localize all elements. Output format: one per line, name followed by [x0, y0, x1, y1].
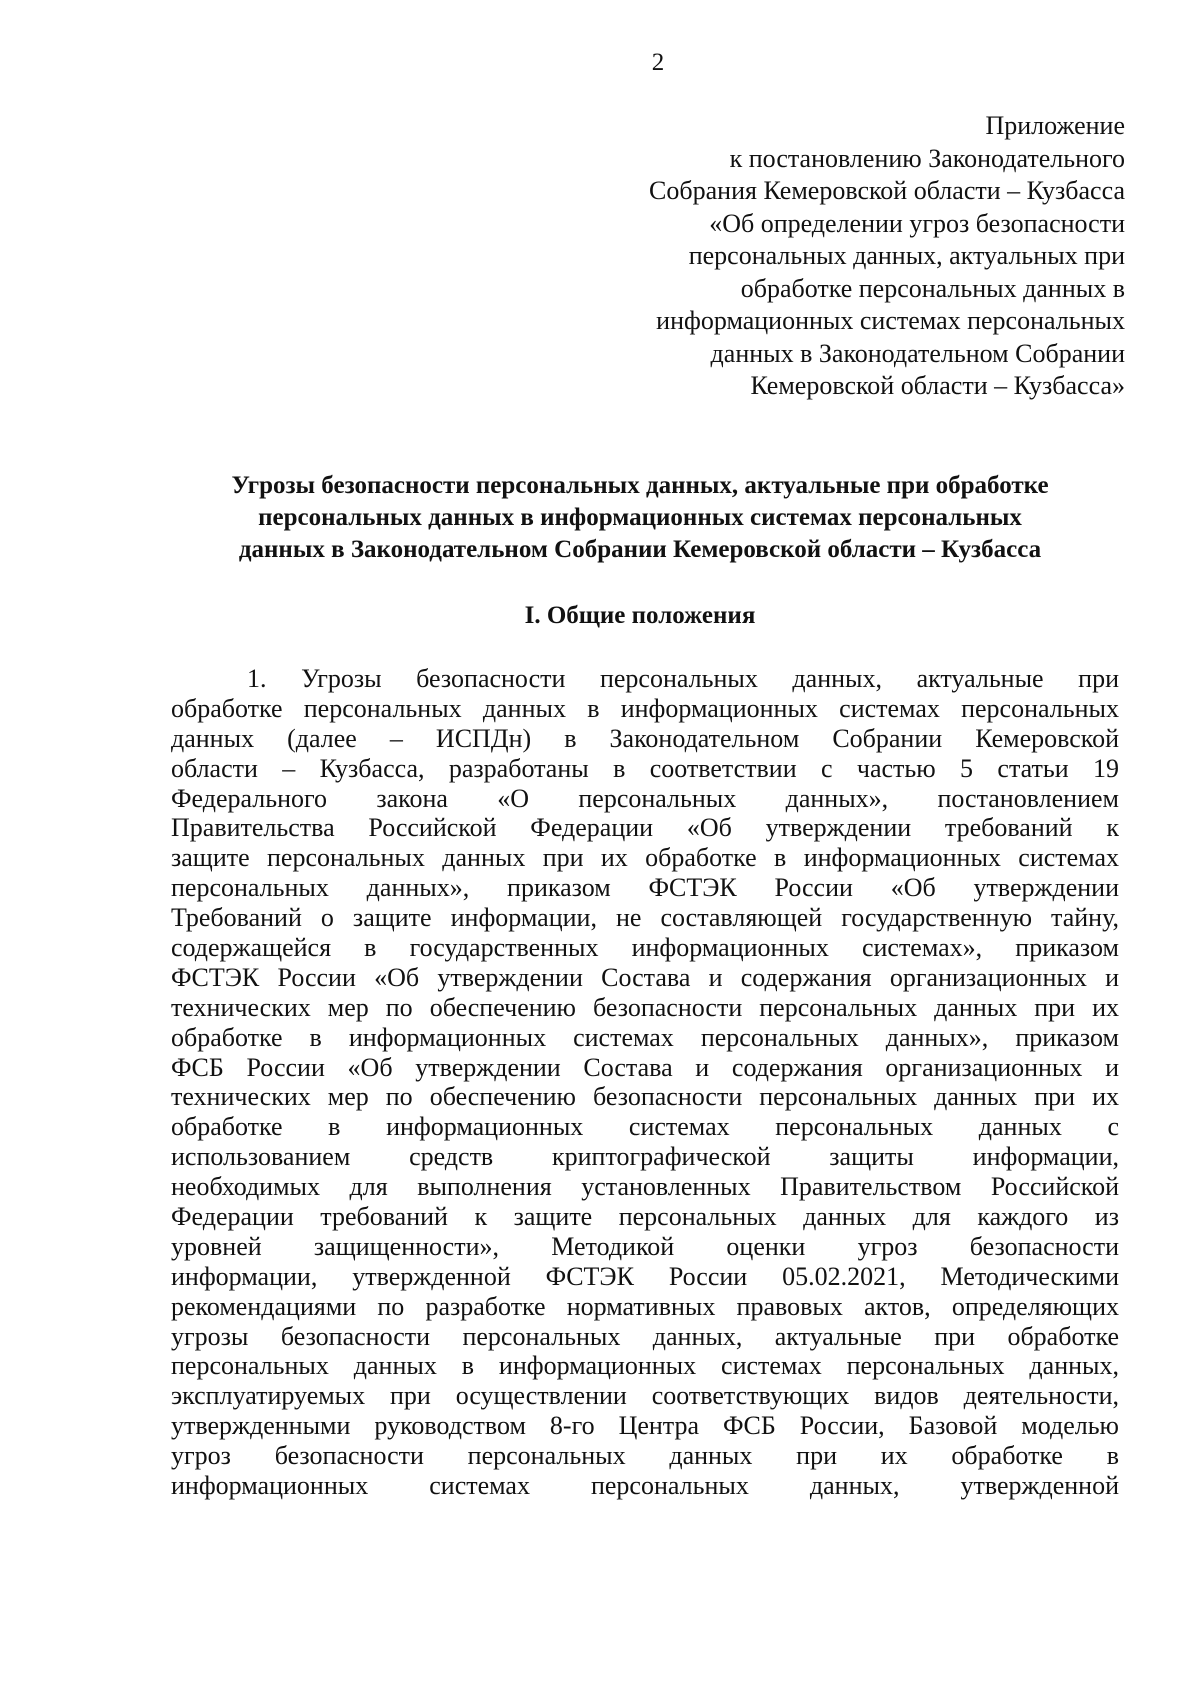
paragraph-line: угроз безопасности персональных данных при их обработке в — [171, 1441, 1119, 1471]
paragraph-line: персональных данных в информационных системах персональных данных, — [171, 1351, 1119, 1381]
paragraph-line: уровней защищенности», Методикой оценки угроз безопасности — [171, 1231, 1119, 1261]
appendix-line: персональных данных, актуальных при — [688, 241, 1125, 270]
paragraph-line: Требований о защите информации, не составляющей государственную тайну, — [171, 903, 1119, 933]
paragraph-line: угрозы безопасности персональных данных, актуальные при обработке — [171, 1321, 1119, 1351]
paragraph-line: информации, утвержденной ФСТЭК России 05.02.2021, Методическими — [171, 1261, 1119, 1291]
title-line: данных в Законодательном Собрании Кемеровской области – Кузбасса — [238, 536, 1042, 563]
document-title — [150, 470, 1130, 566]
appendix-line: информационных системах персональных — [656, 306, 1125, 335]
paragraph-line: ФСБ России «Об утверждении Состава и содержания организационных и — [171, 1052, 1119, 1082]
paragraph-line: Федерации требований к защите персональных данных для каждого из — [171, 1202, 1119, 1232]
paragraph-line: области – Кузбасса, разработаны в соответствии с частью 5 статьи 19 — [171, 753, 1119, 783]
paragraph-1 — [171, 664, 1119, 1501]
paragraph-line: ФСТЭК России «Об утверждении Состава и содержания организационных и — [171, 962, 1119, 992]
paragraph-line: персональных данных», приказом ФСТЭК России «Об утверждении — [171, 873, 1119, 903]
appendix-header — [565, 110, 1125, 403]
paragraph-line: технических мер по обеспечению безопасности персональных данных при их — [171, 1082, 1119, 1112]
paragraph-line: данных (далее – ИСПДн) в Законодательном Собрании Кемеровской — [171, 723, 1119, 753]
page-number: 2 — [651, 49, 665, 76]
paragraph-line: рекомендациями по разработке нормативных правовых актов, определяющих — [171, 1291, 1119, 1321]
paragraph-line: обработке персональных данных в информационных системах персональных — [171, 693, 1119, 723]
paragraph-line: технических мер по обеспечению безопасности персональных данных при их — [171, 992, 1119, 1022]
appendix-line: Приложение — [985, 111, 1125, 140]
appendix-line: «Об определении угроз безопасности — [709, 208, 1125, 238]
paragraph-line: Правительства Российской Федерации «Об утверждении требований к — [171, 813, 1119, 843]
paragraph-line: обработке в информационных системах персональных данных с — [171, 1112, 1119, 1142]
paragraph-line: утвержденными руководством 8-го Центра ФСБ России, Базовой моделью — [171, 1411, 1119, 1441]
paragraph-line: обработке в информационных системах персональных данных», приказом — [171, 1022, 1119, 1052]
appendix-line: Кемеровской области – Кузбасса» — [750, 371, 1125, 400]
appendix-line: данных в Законодательном Собрании — [710, 338, 1125, 368]
title-line: Угрозы безопасности персональных данных, актуальные при обработке — [231, 472, 1049, 499]
appendix-line: к постановлению Законодательного — [729, 143, 1125, 173]
appendix-line: Собрания Кемеровской области – Кузбасса — [649, 176, 1125, 205]
paragraph-line: 1. Угрозы безопасности персональных данных, актуальные при — [247, 664, 1119, 693]
appendix-line: обработке персональных данных в — [740, 273, 1125, 303]
section-heading: I. Общие положения — [524, 602, 756, 629]
paragraph-line: использованием средств криптографической защиты информации, — [171, 1142, 1119, 1172]
title-line: персональных данных в информационных системах персональных — [258, 504, 1022, 531]
paragraph-line: эксплуатируемых при осуществлении соответствующих видов деятельности, — [171, 1381, 1119, 1411]
paragraph-line: информационных системах персональных данных, утвержденной — [171, 1471, 1119, 1501]
paragraph-line: содержащейся в государственных информационных системах», приказом — [171, 933, 1119, 963]
paragraph-line: защите персональных данных при их обработке в информационных системах — [171, 843, 1119, 873]
paragraph-line: Федерального закона «О персональных данных», постановлением — [171, 783, 1119, 813]
paragraph-line: необходимых для выполнения установленных Правительством Российской — [171, 1172, 1119, 1202]
